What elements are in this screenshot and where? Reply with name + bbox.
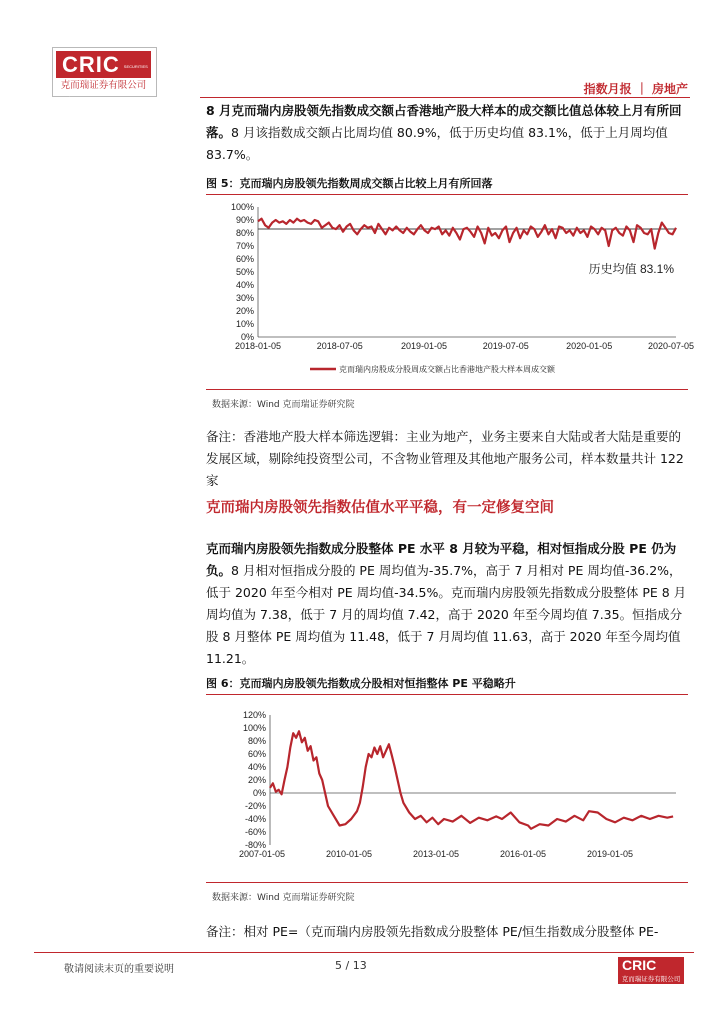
figure5-source: 数据来源：Wind 克而瑞证券研究院 xyxy=(212,400,355,410)
y-tick-label: 80% xyxy=(235,228,254,238)
x-tick-label: 2020-01-05 xyxy=(566,341,613,351)
y-tick-label: 0% xyxy=(240,332,254,342)
x-tick-label: 2019-01-05 xyxy=(586,849,634,859)
y-tick-label: 60% xyxy=(235,254,254,264)
x-tick-label: 2010-01-05 xyxy=(325,849,373,859)
y-tick-label: 40% xyxy=(247,762,266,772)
footer-logo: CRIC xyxy=(618,957,684,974)
report-type: 指数月报 ｜ 房地产 xyxy=(583,82,688,96)
note-relative-pe: 备注：相对 PE=（克而瑞内房股领先指数成分股整体 PE/恒生指数成分股整体 PE- xyxy=(206,924,659,939)
footer-logo-subtitle: 克而瑞证券有限公司 xyxy=(618,974,684,984)
paragraph-pe xyxy=(206,538,688,670)
x-tick-label: 2016-01-05 xyxy=(499,849,547,859)
figure6-bottom-rule xyxy=(206,882,688,883)
paragraph-bold: 克而瑞内房股领先指数成分股整体 PE 水平 8 月较为平稳，相对恒指成分股 PE 仍为负。 xyxy=(206,541,677,578)
x-tick-label: 2007-01-05 xyxy=(238,849,286,859)
figure6-top-rule xyxy=(206,694,688,695)
footer-divider xyxy=(34,952,694,953)
figure5-bottom-rule xyxy=(206,389,688,390)
x-tick-label: 2018-01-05 xyxy=(234,341,282,351)
y-tick-label: 10% xyxy=(235,319,254,329)
x-tick-label: 2019-07-05 xyxy=(482,341,529,351)
y-tick-label: 70% xyxy=(235,241,254,251)
paragraph-bold: 8 月克而瑞内房股领先指数成交额占香港地产股大样本的成交额比值总体较上月有所回落。 xyxy=(206,103,682,140)
legend-label: 克而瑞内房股成分股周成交额占比香港地产股大样本周成交额 xyxy=(339,365,555,374)
logo-subtitle: 克而瑞证券有限公司 xyxy=(60,80,147,91)
y-tick-label: 40% xyxy=(235,280,254,290)
y-tick-label: 100% xyxy=(230,202,254,212)
y-tick-label: 60% xyxy=(247,749,266,759)
y-tick-label: 100% xyxy=(242,723,266,733)
header-divider xyxy=(200,97,690,98)
note-sample: 备注：香港地产股大样本筛选逻辑：主业为地产，业务主要来自大陆或者大陆是重要的发展区域，剔除纯投资型公司，不含物业管理及其他地产服务公司，样本数量共计 122 家 xyxy=(206,429,684,488)
y-tick-label: 20% xyxy=(235,306,254,316)
y-tick-label: -40% xyxy=(244,814,266,824)
y-tick-label: -60% xyxy=(244,827,266,837)
page-number: 5 / 13 xyxy=(335,959,367,972)
y-tick-label: 50% xyxy=(235,267,254,277)
paragraph-normal: 8 月相对恒指成分股的 PE 周均值为-35.7%，高于 7 月相对 PE 周均值-36.2%，低于 2020 年至今相对 PE 周均值-34.5%。克而瑞内房股领先指数成分股整体 PE 8 月周均值为 7.38，低于 7 月的周均值 7.42，高于 2020 年至今周均值 7.35。恒指成分股 8 月整体 PE 周均值为 11.48，低于 7 月周均值 11.63，高于 2020 年至今周均值 11.21。 xyxy=(206,563,687,666)
x-tick-label: 2013-01-05 xyxy=(412,849,460,859)
paragraph-turnover xyxy=(206,100,688,166)
section-heading: 克而瑞内房股领先指数估值水平平稳，有一定修复空间 xyxy=(206,500,554,516)
figure6-title: 图 6：克而瑞内房股领先指数成分股相对恒指整体 PE 平稳略升 xyxy=(206,677,516,690)
y-tick-label: 90% xyxy=(235,215,254,225)
footer-disclaimer: 敬请阅读末页的重要说明 xyxy=(64,964,174,975)
figure6-source: 数据来源：Wind 克而瑞证券研究院 xyxy=(212,893,355,903)
y-tick-label: 0% xyxy=(252,788,266,798)
figure5-title: 图 5：克而瑞内房股领先指数周成交额占比较上月有所回落 xyxy=(206,177,493,190)
y-tick-label: 20% xyxy=(247,775,266,785)
series-line xyxy=(258,219,676,249)
x-tick-label: 2020-07-05 xyxy=(647,341,695,351)
y-tick-label: 80% xyxy=(247,736,266,746)
series-line xyxy=(270,731,673,829)
y-tick-label: 120% xyxy=(242,710,266,720)
y-tick-label: -80% xyxy=(244,840,266,850)
mean-label: 历史均值 83.1% xyxy=(588,262,674,276)
figure5-top-rule xyxy=(206,194,688,195)
figure6-chart xyxy=(206,698,688,870)
paragraph-normal: 8 月该指数成交额占比周均值 80.9%，低于历史均值 83.1%，低于上月周均值 83.7%。 xyxy=(206,125,668,162)
y-tick-label: -20% xyxy=(244,801,266,811)
cric-logo: CRIC SECURITIES CO.,LTD xyxy=(56,51,151,78)
x-tick-label: 2018-07-05 xyxy=(316,341,363,351)
figure5-chart xyxy=(206,196,695,386)
x-tick-label: 2019-01-05 xyxy=(400,341,448,351)
y-tick-label: 30% xyxy=(235,293,254,303)
